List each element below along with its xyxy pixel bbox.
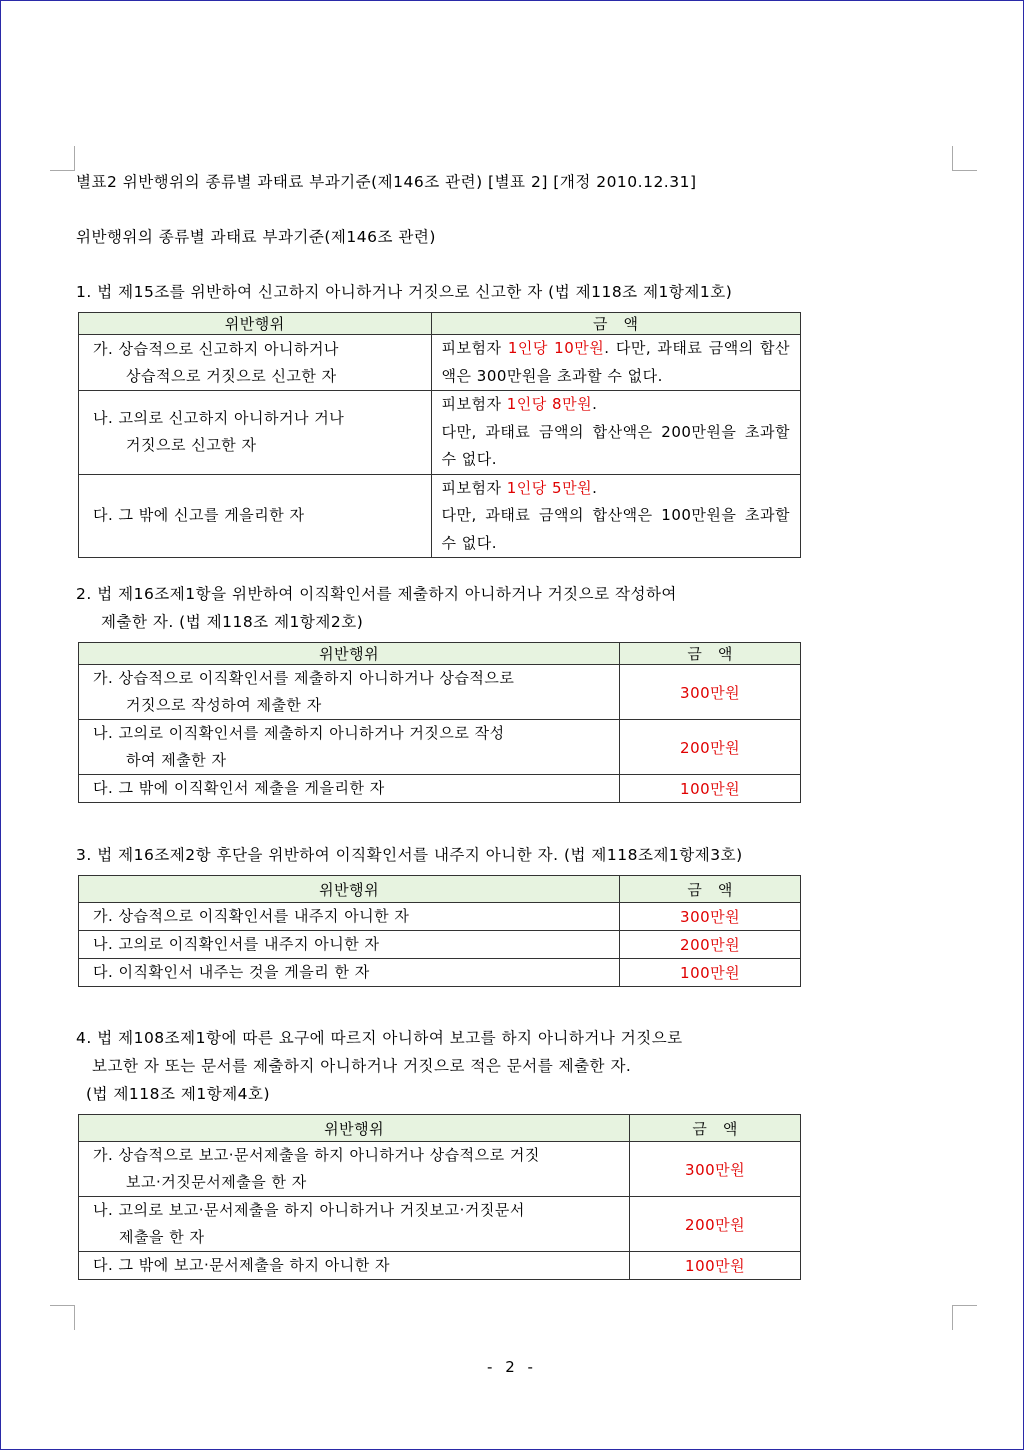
- amount-cell: 200만원: [620, 931, 801, 959]
- violation-cell: [79, 335, 432, 391]
- amount-highlight: 1인당 5만원: [506, 478, 593, 497]
- amount-prefix: 피보험자: [441, 478, 507, 497]
- violation-line: 다. 그 밖에 신고를 게을리한 자: [93, 506, 305, 525]
- amount-cell: 100만원: [630, 1252, 801, 1280]
- amount-note: .: [592, 478, 598, 497]
- table-header-row: [79, 313, 801, 335]
- table-row: [79, 959, 801, 987]
- amount-cell: [431, 391, 800, 475]
- table-row: [79, 1197, 801, 1252]
- amount-cell: [431, 335, 800, 391]
- document-subtitle: 위반행위의 종류별 과태료 부과기준(제146조 관련): [76, 228, 436, 246]
- table-row: [79, 1142, 801, 1197]
- table-row: [79, 931, 801, 959]
- section-4-heading-line2: 보고한 자 또는 문서를 제출하지 아니하거나 거짓으로 적은 문서를 제출한 자.: [92, 1057, 632, 1075]
- violation-line-continued: 거짓으로 작성하여 제출한 자: [126, 696, 322, 714]
- violation-cell: [79, 474, 432, 558]
- amount-cell: 300만원: [630, 1142, 801, 1197]
- amount-note-line2: 다만, 과태료 금액의 합산액은 100만원을 초과할 수 없다.: [441, 506, 790, 552]
- section-2-heading-line2: 제출한 자. (법 제118조 제1항제2호): [101, 613, 364, 631]
- amount-note: . 다만, 과태료 금액의 합산액은 300만원을 초과할 수 없다.: [441, 339, 790, 385]
- header-violation: 위반행위: [79, 313, 432, 335]
- violation-line: 나. 고의로 이직확인서를 제출하지 아니하거나 거짓으로 작성: [93, 724, 505, 742]
- amount-cell: 300만원: [620, 665, 801, 720]
- header-violation: 위반행위: [79, 876, 620, 903]
- section-1-heading: 1. 법 제15조를 위반하여 신고하지 아니하거나 거짓으로 신고한 자 (법 제118조 제1항제1호): [76, 283, 733, 301]
- table-header-row: [79, 643, 801, 665]
- violation-cell: [79, 1142, 630, 1197]
- section-3-table: [78, 875, 801, 987]
- violation-cell: [79, 665, 620, 720]
- violation-cell: [79, 775, 620, 803]
- crop-mark-bottom-left: [50, 1305, 75, 1330]
- violation-line-continued: 상습적으로 거짓으로 신고한 자: [126, 366, 337, 385]
- header-amount: 금 액: [431, 313, 800, 335]
- section-1-table: [78, 312, 801, 558]
- violation-line-continued: 보고·거짓문서제출을 한 자: [126, 1173, 307, 1191]
- amount-highlight: 1인당 10만원: [507, 339, 605, 357]
- amount-prefix: 피보험자: [441, 339, 508, 357]
- section-4-heading-line1: 4. 법 제108조제1항에 따른 요구에 따르지 아니하여 보고를 하지 아니하거나 거짓으로: [76, 1029, 683, 1047]
- table-row: [79, 720, 801, 775]
- amount-cell: 200만원: [630, 1197, 801, 1252]
- document-header: 별표2 위반행위의 종류별 과태료 부과기준(제146조 관련) [별표 2] [개정 2010.12.31]: [76, 173, 697, 191]
- table-row: [79, 665, 801, 720]
- header-amount: 금 액: [620, 876, 801, 903]
- amount-highlight: 1인당 8만원: [506, 395, 593, 413]
- table-row: [79, 474, 801, 558]
- violation-cell: 다. 그 밖에 보고·문서제출을 하지 아니한 자: [79, 1252, 630, 1280]
- section-4-heading-line3: (법 제118조 제1항제4호): [86, 1085, 271, 1103]
- violation-line: 나. 고의로 신고하지 아니하거나 거나: [93, 409, 345, 428]
- table-row: [79, 1252, 801, 1280]
- violation-line-continued: 하여 제출한 자: [126, 751, 227, 769]
- table-row: [79, 903, 801, 931]
- violation-line: 나. 고의로 보고·문서제출을 하지 아니하거나 거짓보고·거짓문서: [93, 1201, 525, 1219]
- table-header-row: [79, 1115, 801, 1142]
- header-amount: 금 액: [620, 643, 801, 665]
- violation-cell: 가. 상습적으로 이직확인서를 내주지 아니한 자: [79, 903, 620, 931]
- violation-line: 다. 그 밖에 이직확인서 제출을 게을리한 자: [93, 779, 385, 797]
- table-header-row: [79, 876, 801, 903]
- amount-cell: 100만원: [620, 959, 801, 987]
- violation-cell: [79, 391, 432, 475]
- table-row: [79, 775, 801, 803]
- amount-cell: [431, 474, 800, 558]
- section-4-table: [78, 1114, 801, 1280]
- amount-prefix: 피보험자: [441, 395, 507, 413]
- crop-mark-top-right: [952, 146, 977, 171]
- header-violation: 위반행위: [79, 1115, 630, 1142]
- amount-note: .: [592, 395, 598, 413]
- section-3-heading: 3. 법 제16조제2항 후단을 위반하여 이직확인서를 내주지 아니한 자. (법 제118조제1항제3호): [76, 846, 743, 864]
- amount-cell: 300만원: [620, 903, 801, 931]
- violation-cell: [79, 720, 620, 775]
- crop-mark-top-left: [50, 146, 75, 171]
- page-number: - 2 -: [487, 1358, 537, 1376]
- section-2-table: [78, 642, 801, 803]
- violation-line-continued: 제출을 한 자: [119, 1228, 205, 1246]
- amount-note-line2: 다만, 과태료 금액의 합산액은 200만원을 초과할 수 없다.: [441, 422, 790, 468]
- violation-cell: 다. 이직확인서 내주는 것을 게을리 한 자: [79, 959, 620, 987]
- section-2-heading-line1: 2. 법 제16조제1항을 위반하여 이직확인서를 제출하지 아니하거나 거짓으로 작성하여: [76, 585, 677, 603]
- header-amount: 금 액: [630, 1115, 801, 1142]
- violation-line-continued: 거짓으로 신고한 자: [126, 436, 257, 455]
- violation-line: 가. 상습적으로 보고·문서제출을 하지 아니하거나 상습적으로 거짓: [93, 1146, 540, 1164]
- violation-line: 가. 상습적으로 신고하지 아니하거나: [93, 339, 339, 358]
- violation-cell: 나. 고의로 이직확인서를 내주지 아니한 자: [79, 931, 620, 959]
- violation-line: 가. 상습적으로 이직확인서를 제출하지 아니하거나 상습적으로: [93, 669, 515, 687]
- table-row: [79, 335, 801, 391]
- crop-mark-bottom-right: [952, 1305, 977, 1330]
- amount-cell: 100만원: [620, 775, 801, 803]
- table-row: [79, 391, 801, 475]
- amount-cell: 200만원: [620, 720, 801, 775]
- header-violation: 위반행위: [79, 643, 620, 665]
- violation-cell: [79, 1197, 630, 1252]
